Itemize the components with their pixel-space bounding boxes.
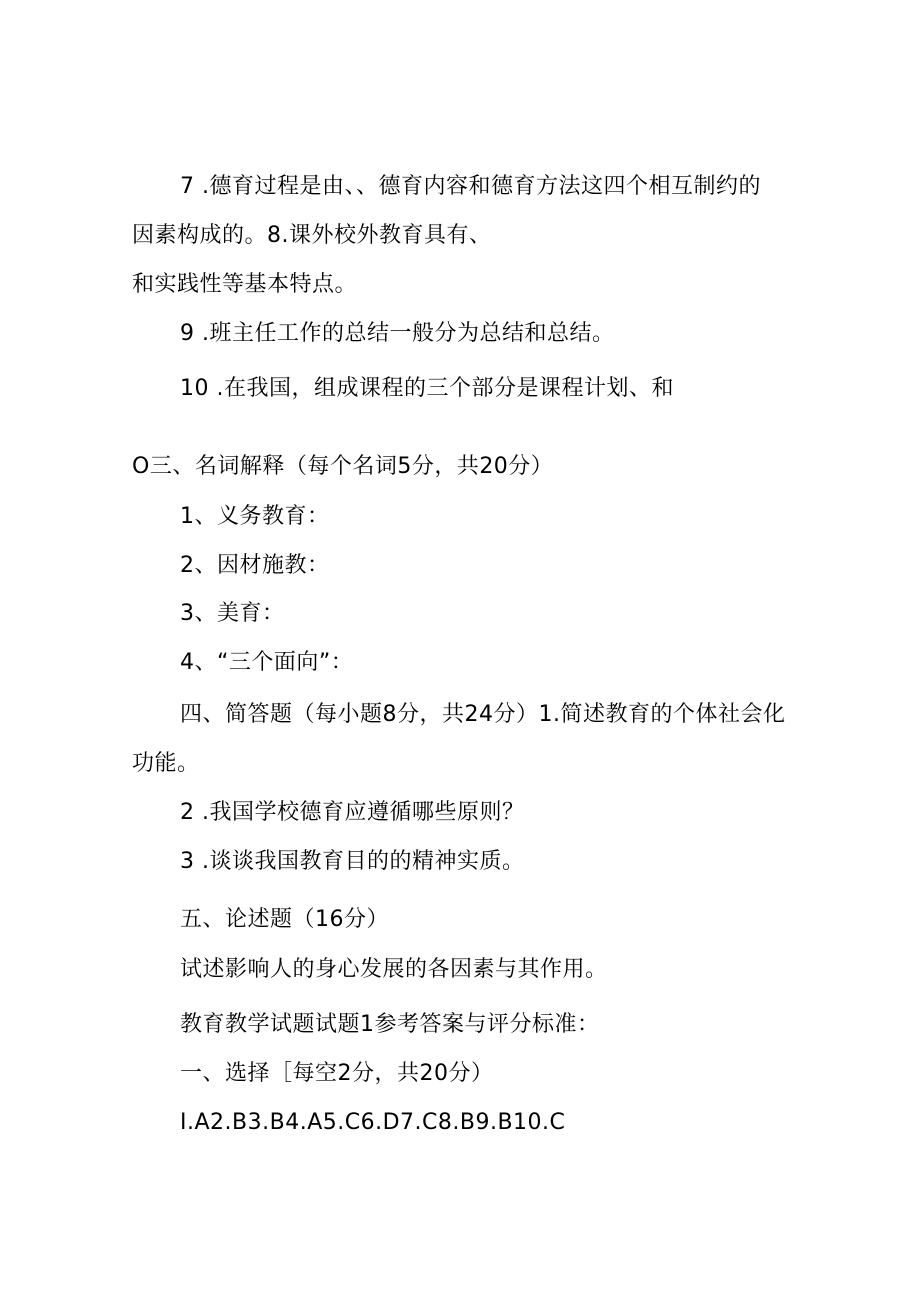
question-9: 9 .班主任工作的总结一般分为总结和总结。 bbox=[180, 321, 615, 346]
answer-section-1-heading: 一、选择［每空2分，共20分） bbox=[180, 1061, 494, 1086]
answer-key-title: 教育教学试题试题1参考答案与评分标准： bbox=[180, 1012, 600, 1037]
section-3-heading: O三、名词解释（每个名词5分，共20分） bbox=[132, 454, 554, 479]
section-5-heading: 五、论述题（16分） bbox=[180, 907, 389, 932]
question-7-line-1: 7 .德育过程是由、、德育内容和德育方法这四个相互制约的 bbox=[180, 174, 761, 199]
answer-section-1-answers: I.A2.B3.B4.A5.C6.D7.C8.B9.B10.C bbox=[180, 1110, 566, 1135]
term-3: 3、美育： bbox=[180, 601, 285, 626]
section-4-question-2: 2 .我国学校德育应遵循哪些原则？ bbox=[180, 800, 525, 825]
section-4-question-3: 3 .谈谈我国教育目的的精神实质。 bbox=[180, 849, 525, 874]
term-4: 4、“三个面向”： bbox=[180, 650, 354, 675]
essay-question: 试述影响人的身心发展的各因素与其作用。 bbox=[180, 957, 608, 982]
section-4-heading: 四、简答题（每小题8分，共24分）1.简述教育的个体社会化 bbox=[180, 702, 786, 727]
section-4-question-1-line-2: 功能。 bbox=[132, 751, 200, 776]
question-8-line-2: 和实践性等基本特点。 bbox=[132, 272, 358, 297]
question-7-line-2: 因素构成的。8.课外校外教育具有、 bbox=[132, 223, 492, 248]
term-1: 1、义务教育： bbox=[180, 504, 330, 529]
term-2: 2、因材施教： bbox=[180, 553, 330, 578]
question-10: 10 .在我国，组成课程的三个部分是课程计划、和 bbox=[180, 376, 674, 401]
